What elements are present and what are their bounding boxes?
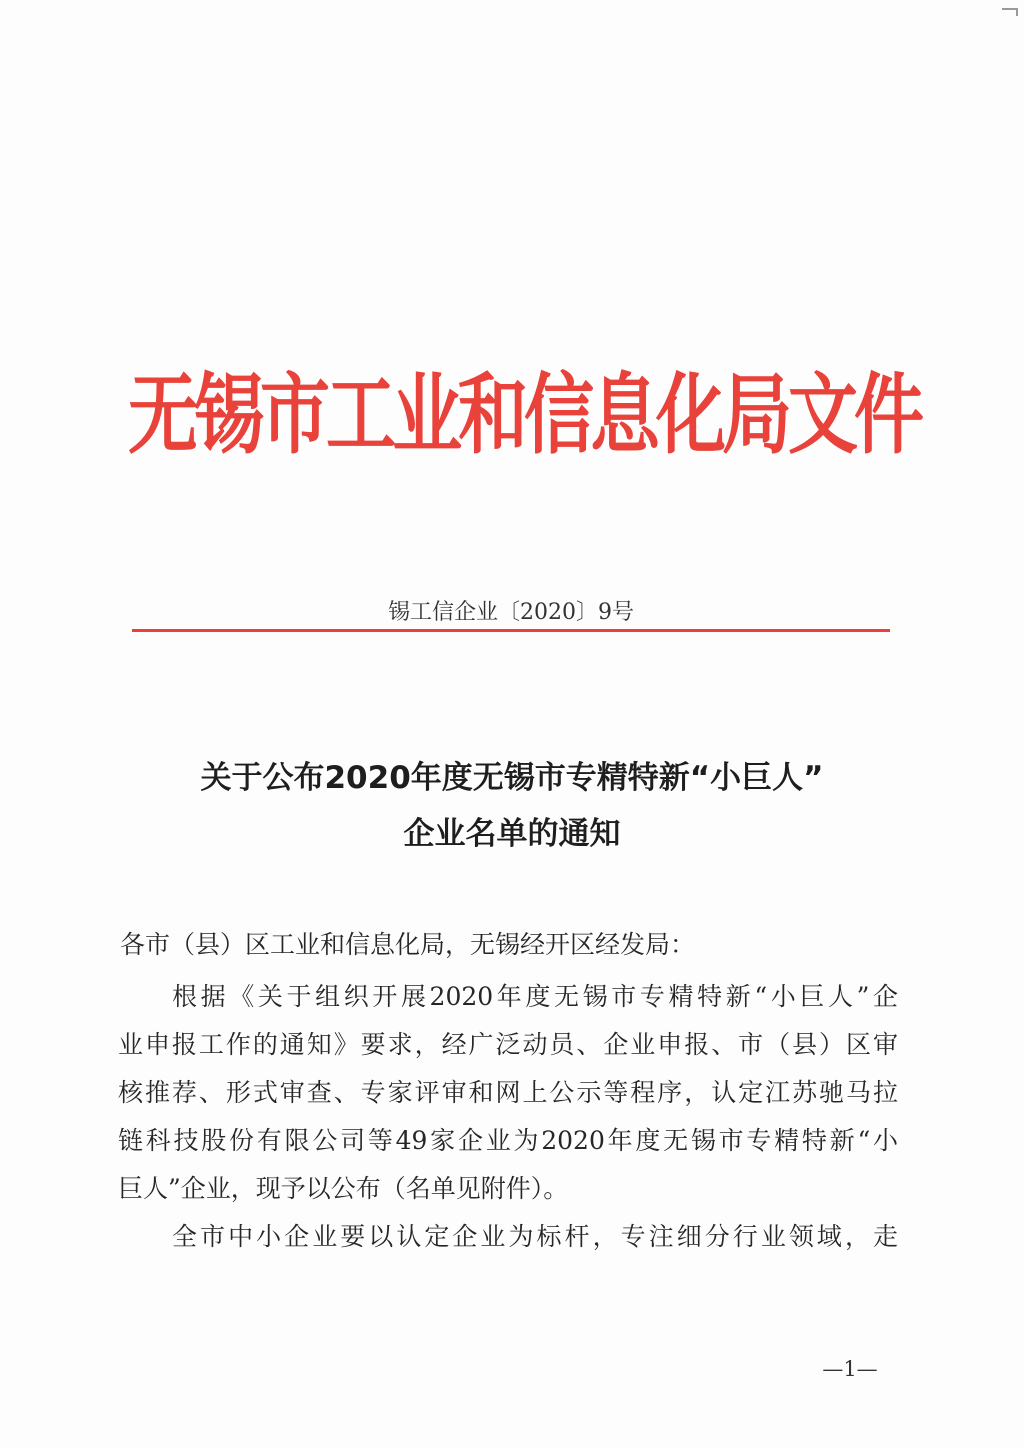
document-number: 锡工信企业〔2020〕9号 <box>388 600 634 625</box>
salutation: 各市（县）区工业和信息化局，无锡经开区经发局： <box>120 930 696 959</box>
red-divider-line <box>132 629 890 632</box>
notice-title-line-2: 企业名单的通知 <box>403 816 621 852</box>
paragraph-1-line: 链科技股份有限公司等49家企业为2020年度无锡市专精特新“小 <box>118 1126 898 1155</box>
paragraph-1-line: 巨人”企业，现予以公布（名单见附件）。 <box>118 1174 569 1203</box>
paragraph-1-line: 业申报工作的通知》要求，经广泛动员、企业申报、市（县）区审 <box>118 1030 898 1059</box>
paragraph-1-line: 核推荐、形式审查、专家评审和网上公示等程序，认定江苏驰马拉 <box>118 1078 898 1107</box>
agency-title: 无锡市工业和信息化局文件 <box>128 363 920 467</box>
page-number: —1— <box>822 1357 878 1381</box>
paragraph-2-line: 全市中小企业要以认定企业为标杆，专注细分行业领域，走 <box>172 1222 898 1251</box>
paragraph-1-line: 根据《关于组织开展2020年度无锡市专精特新“小巨人”企 <box>172 982 898 1011</box>
notice-title-line-1: 关于公布2020年度无锡市专精特新“小巨人” <box>200 760 824 796</box>
scan-corner-mark <box>1002 8 1018 16</box>
